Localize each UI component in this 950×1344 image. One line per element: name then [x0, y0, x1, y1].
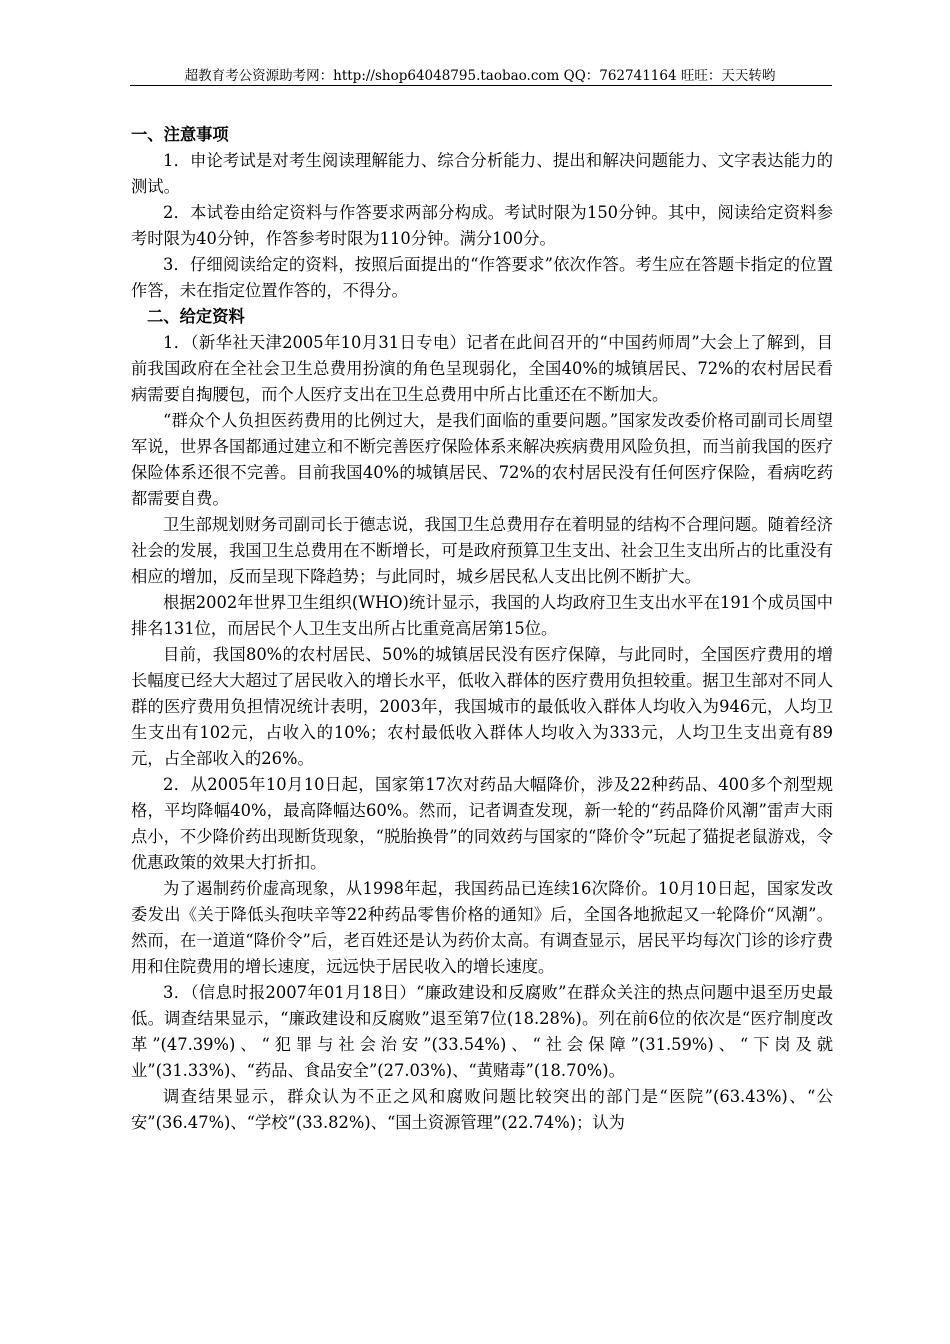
material-paragraph: 目前，我国80%的农村居民、50%的城镇居民没有医疗保障，与此同时，全国医疗费用的增长幅度已经大大超过了居民收入的增长水平，低收入群体的医疗费用负担较重。据卫生部对不同人群的医疗费用负担情况统计表明，2003年，我国城市的最低收入群体人均收入为946元，人均卫生支出有102元，占收入的10%；农村最低收入群体人均收入为333元，人均卫生支出竟有89元，占全部收入的26%。 — [131, 645, 833, 768]
material-paragraph: 调查结果显示，群众认为不正之风和腐败问题比较突出的部门是“医院”(63.43%)、“公安”(36.47%)、“学校”(33.82%)、“国土资源管理”(22.74%)；认为 — [131, 1087, 833, 1132]
material-paragraph: “群众个人负担医药费用的比例过大，是我们面临的重要问题。”国家发改委价格司副司长周望军说，世界各国都通过建立和不断完善医疗保险体系来解决疾病费用风险负担，而当前我国的医疗保险体系还很不完善。目前我国40%的城镇居民、72%的农村居民没有任何医疗保险，看病吃药都需要自费。 — [131, 411, 833, 508]
material-paragraph: 3．（信息时报2007年01月18日）“廉政建设和反腐败”在群众关注的热点问题中退至历史最低。调查结果显示，“廉政建设和反腐败”退至第7位(18.28%)。列在前6位的依次是“医疗制度改革”(47.39%)、“犯罪与社会治安”(33.54%)、“社会保障”(31.59%)、“下岗及就业”(31.33%)、“药品、食品安全”(27.03%)、“黄赌毒”(18.70%)。 — [131, 983, 833, 1080]
header-divider — [130, 85, 832, 86]
section-heading-notes: 一、注意事项 — [131, 125, 229, 144]
material-paragraph: 卫生部规划财务司副司长于德志说，我国卫生总费用存在着明显的结构不合理问题。随着经济社会的发展，我国卫生总费用在不断增长，可是政府预算卫生支出、社会卫生支出所占的比重没有相应的增加，反而呈现下降趋势；与此同时，城乡居民私人支出比例不断扩大。 — [131, 515, 833, 586]
note-item: 1．申论考试是对考生阅读理解能力、综合分析能力、提出和解决问题能力、文字表达能力的测试。 — [131, 151, 833, 196]
page-header: 超教育考公资源助考网：http://shop64048795.taobao.com QQ：762741164 旺旺：天天转哟 — [184, 68, 776, 84]
document-body — [131, 122, 833, 1136]
material-paragraph: 1．（新华社天津2005年10月31日专电）记者在此间召开的“中国药师周”大会上了解到，目前我国政府在全社会卫生总费用扮演的角色呈现弱化，全国40%的城镇居民、72%的农村居民看病需要自掏腰包，而个人医疗支出在卫生总费用中所占比重还在不断加大。 — [131, 333, 833, 404]
note-item: 3．仔细阅读给定的资料，按照后面提出的“作答要求”依次作答。考生应在答题卡指定的位置作答，未在指定位置作答的，不得分。 — [131, 255, 833, 300]
note-item: 2．本试卷由给定资料与作答要求两部分构成。考试时限为150分钟。其中，阅读给定资料参考时限为40分钟，作答参考时限为110分钟。满分100分。 — [131, 203, 833, 248]
section-heading-materials: 二、给定资料 — [147, 307, 245, 326]
material-paragraph: 2．从2005年10月10日起，国家第17次对药品大幅降价，涉及22种药品、400多个剂型规格，平均降幅40%，最高降幅达60%。然而，记者调查发现，新一轮的“药品降价风潮”雷声大雨点小，不少降价药出现断货现象，“脱胎换骨”的同效药与国家的“降价令”玩起了猫捉老鼠游戏，令优惠政策的效果大打折扣。 — [131, 775, 833, 872]
material-paragraph: 为了遏制药价虚高现象，从1998年起，我国药品已连续16次降价。10月10日起，国家发改委发出《关于降低头孢呋辛等22种药品零售价格的通知》后，全国各地掀起又一轮降价“风潮”。然而，在一道道“降价令”后，老百姓还是认为药价太高。有调查显示，居民平均每次门诊的诊疗费用和住院费用的增长速度，远远快于居民收入的增长速度。 — [131, 879, 833, 976]
material-paragraph: 根据2002年世界卫生组织(WHO)统计显示，我国的人均政府卫生支出水平在191个成员国中排名131位，而居民个人卫生支出所占比重竟高居第15位。 — [131, 593, 833, 638]
